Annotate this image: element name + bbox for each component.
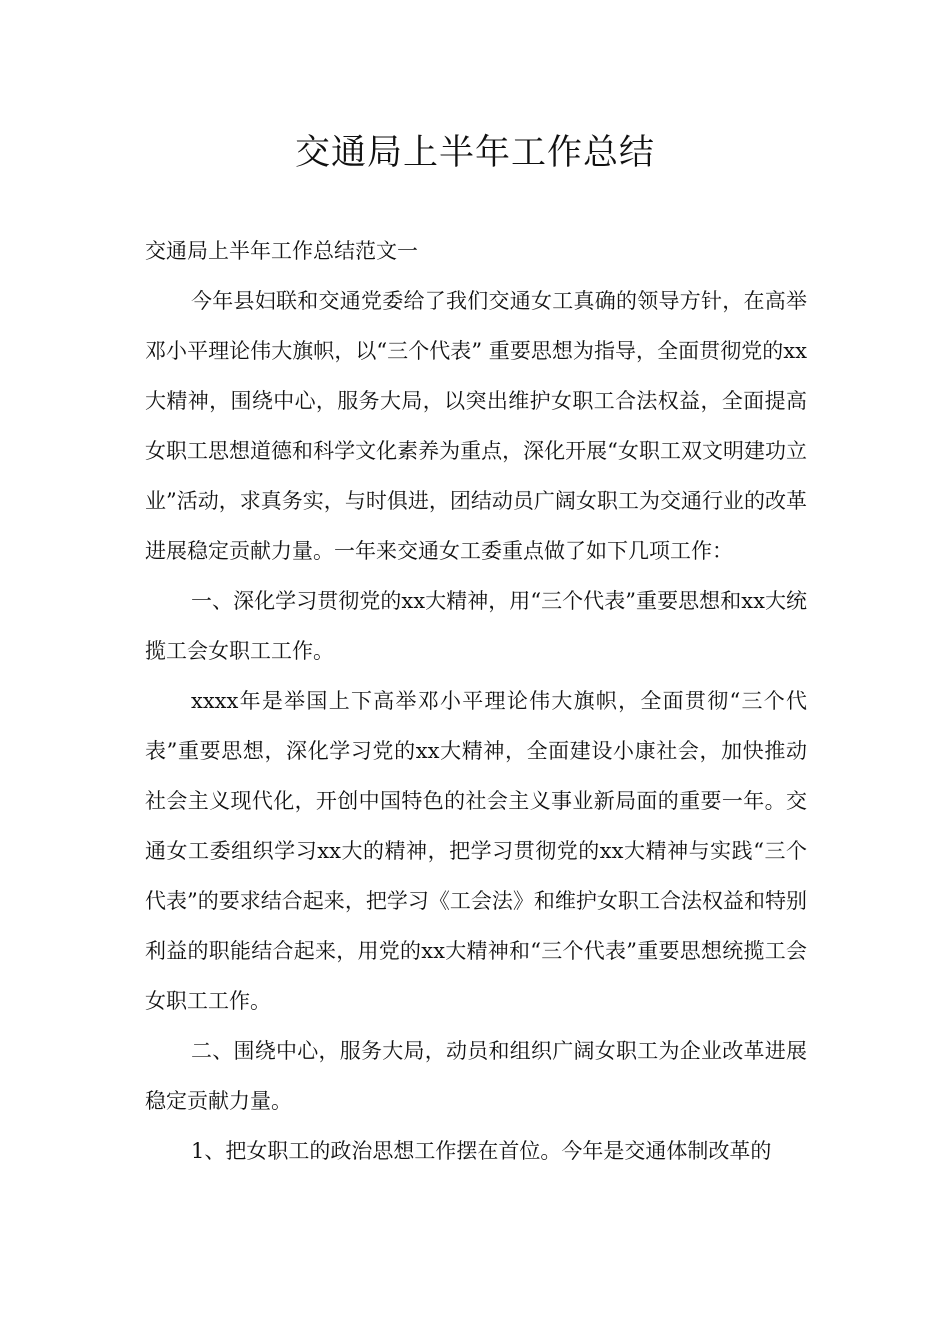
body-paragraph-2: xxxx年是举国上下高举邓小平理论伟大旗帜，全面贯彻“三个代表”重要思想，深化学习党的xx大精神，全面建设小康社会，加快推动社会主义现代化，开创中国特色的社会主义事业新局面的重要一年。交通女工委组织学习xx大的精神，把学习贯彻党的xx大精神与实践“三个代表”的要求结合起来，把学习《工会法》和维护女职工合法权益和特别利益的职能结合起来，用党的xx大精神和“三个代表”重要思想统揽工会女职工工作。 [145, 689, 807, 1013]
body-paragraph-3: 1、把女职工的政治思想工作摆在首位。今年是交通体制改革的 [191, 1139, 772, 1163]
section-heading-2: 二、围绕中心，服务大局，动员和组织广阔女职工为企业改革进展稳定贡献力量。 [145, 1039, 807, 1113]
document-subtitle: 交通局上半年工作总结范文一 [145, 239, 418, 263]
document-title: 交通局上半年工作总结 [294, 133, 655, 173]
body-paragraph-1: 今年县妇联和交通党委给了我们交通女工真确的领导方针，在高举邓小平理论伟大旗帜，以“三个代表” 重要思想为指导，全面贯彻党的xx大精神，围绕中心，服务大局，以突出维护女职工合法权益，全面提高女职工思想道德和科学文化素养为重点，深化开展“女职工双文明建功立业”活动，求真务实，与时俱进，团结动员广阔女职工为交通行业的改革进展稳定贡献力量。一年来交通女工委重点做了如下几项工作： [145, 289, 807, 563]
document-body [145, 226, 807, 1176]
section-heading-1: 一、深化学习贯彻党的xx大精神，用“三个代表”重要思想和xx大统揽工会女职工工作。 [145, 589, 807, 663]
